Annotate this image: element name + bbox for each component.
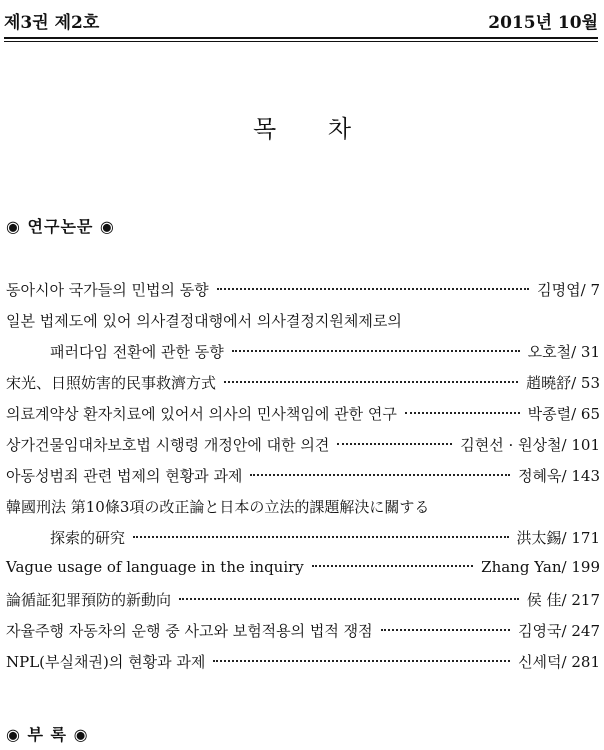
dot-leader (179, 598, 519, 600)
toc-entry-title: 패러다임 전환에 관한 동향 (50, 343, 224, 361)
toc-entry[interactable] (6, 434, 600, 465)
toc-entry[interactable] (6, 558, 600, 589)
toc-entry[interactable] (6, 465, 600, 496)
toc-entry[interactable] (6, 372, 600, 403)
section-heading-research: ◉ 연구논문 ◉ (6, 217, 115, 236)
toc-entry-author-page: 김현선 · 원상철/ 101 (460, 436, 600, 454)
toc-entry-author-page: 洪太錫/ 171 (516, 529, 600, 547)
dot-leader (232, 350, 520, 352)
toc-entry-author-page: Zhang Yan/ 199 (481, 558, 600, 576)
toc-entry-author-page: 정혜욱/ 143 (518, 467, 600, 485)
toc-entry[interactable] (6, 279, 600, 310)
toc-entry[interactable] (6, 651, 600, 682)
toc-entry-title: 아동성범죄 관련 법제의 현황과 과제 (6, 467, 243, 485)
toc-entry-continuation[interactable] (6, 341, 600, 372)
toc-entry-author-page: 김영국/ 247 (518, 622, 600, 640)
toc-entry[interactable] (6, 403, 600, 434)
page-header (4, 8, 598, 36)
toc-entry-author-page: 侯 佳/ 217 (526, 591, 600, 609)
toc-entry-title: 동아시아 국가들의 민법의 동향 (6, 281, 209, 299)
toc-entry-title: 探索的研究 (50, 529, 126, 547)
dot-leader (217, 288, 529, 290)
toc-entry-author-page: 趙曉舒/ 53 (526, 374, 600, 392)
page-title: 목 차 (253, 115, 373, 143)
toc-entry-title: NPL(부실채권)의 현황과 과제 (6, 653, 206, 671)
toc-entry-title: 상가건물임대차보호법 시행령 개정안에 대한 의견 (6, 436, 330, 454)
dot-leader (224, 381, 518, 383)
toc-entry-author-page: 오호철/ 31 (527, 343, 600, 361)
header-rule-thick (4, 37, 598, 39)
header-rule-thin (4, 41, 598, 42)
table-of-contents (6, 279, 600, 682)
toc-entry[interactable] (6, 496, 600, 527)
dot-leader (250, 474, 510, 476)
toc-entry-author-page: 박종렬/ 65 (527, 405, 600, 423)
toc-entry-author-page: 김명엽/ 7 (537, 281, 600, 299)
toc-entry-title: 宋光、日照妨害的民事救濟方式 (6, 374, 217, 392)
toc-entry-title: Vague usage of language in the inquiry (6, 558, 304, 576)
toc-entry-continuation[interactable] (6, 527, 600, 558)
toc-entry-title: 일본 법제도에 있어 의사결정대행에서 의사결정지원체제로의 (6, 312, 402, 330)
toc-entry[interactable] (6, 310, 600, 341)
toc-entry-title: 의료계약상 환자치료에 있어서 의사의 민사책임에 관한 연구 (6, 405, 397, 423)
dot-leader (213, 660, 510, 662)
toc-entry[interactable] (6, 589, 600, 620)
dot-leader (133, 536, 509, 538)
volume-issue: 제3권 제2호 (4, 13, 100, 33)
dot-leader (405, 412, 520, 414)
dot-leader (337, 443, 452, 445)
toc-entry-author-page: 신세덕/ 281 (518, 653, 600, 671)
toc-entry-title: 論循証犯罪預防的新動向 (6, 591, 172, 609)
section-heading-appendix: ◉ 부 록 ◉ (6, 725, 89, 744)
toc-entry[interactable] (6, 620, 600, 651)
toc-entry-title: 韓國刑法 第10條3項の改正論と日本の立法的課題解決に關する (6, 498, 430, 516)
dot-leader (381, 629, 510, 631)
dot-leader (312, 565, 473, 567)
issue-date: 2015년 10월 (488, 13, 598, 33)
toc-entry-title: 자율주행 자동차의 운행 중 사고와 보험적용의 법적 쟁점 (6, 622, 373, 640)
